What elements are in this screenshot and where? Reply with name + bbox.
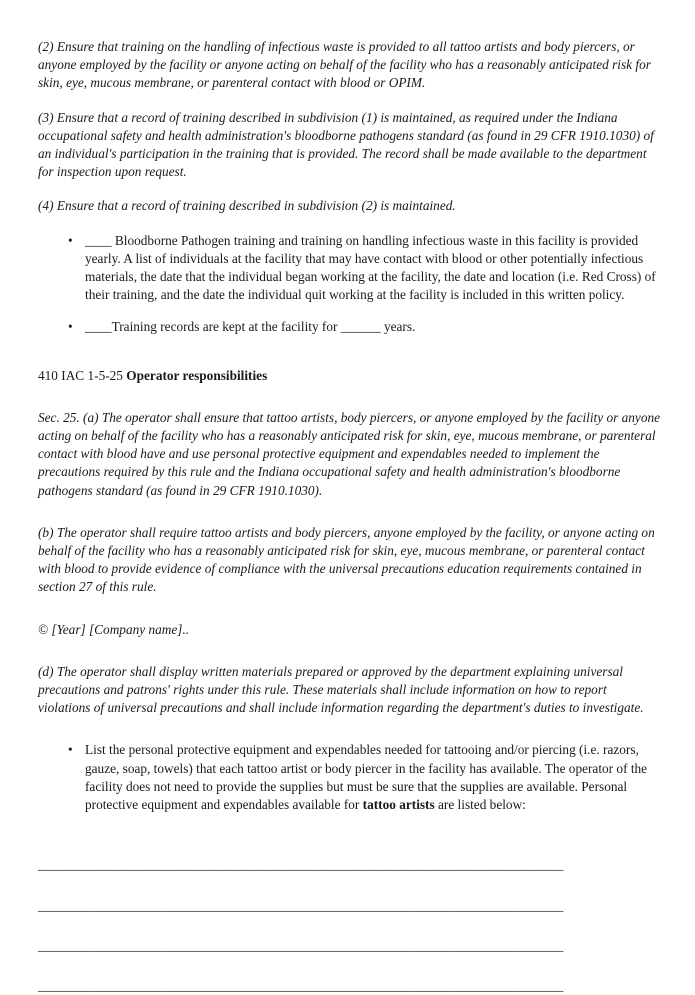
section-heading — [38, 367, 660, 385]
bullet-icon: • — [68, 232, 73, 248]
list-item — [38, 232, 660, 305]
paragraph-subdivision-3: (3) Ensure that a record of training described in subdivision (1) is maintained, as required under the Indiana occupational safety and health administration's bloodborne pathogens standard (as found in 29 CFR 1910.1030) of an individual's participation in the training that is provided. The record shall be made available to the department for inspection upon request. — [38, 109, 654, 180]
paragraph-section-a: Sec. 25. (a) The operator shall ensure that tattoo artists, body piercers, or anyone employed by the facility or anyone acting on behalf of the facility who has a reasonably anticipated risk for skin, eye, mucous membrane, or parenteral contact with blood have and use personal protective equipment and expendables needed to implement the precautions required by this rule and the Indiana occupational safety and health administration's bloodborne pathogens standard (as found in 29 CFR 1910.1030). — [38, 409, 661, 498]
spacer — [38, 875, 660, 897]
list-item — [38, 741, 660, 814]
list-item-text-after-bold: are listed below: — [434, 797, 526, 813]
heading-title: Operator responsibilities — [126, 367, 268, 383]
bullet-list-training — [38, 232, 660, 337]
heading-citation: 410 IAC 1-5-25 — [38, 367, 127, 383]
blank-line: _______________________________________________________________________________ — [38, 937, 564, 953]
list-item-text: ____ Bloodborne Pathogen training and training on handling infectious waste in this facility is provided yearly. A list of individuals at the facility that may have contact with blood or other potentially infectious materials, the date that the individual began working at the facility, the date and location (i.e. Red Cross) of their training, and the date the individual quit working at the facility is included in this written policy. — [85, 232, 656, 303]
blank-line: _______________________________________________________________________________ — [38, 857, 564, 873]
paragraph-section-d: (d) The operator shall display written materials prepared or approved by the department explaining universal precautions and patrons' rights under this rule. These materials shall include information on how to report violations of universal precautions and shall include information regarding the department's duties to investigate. — [38, 663, 644, 716]
paragraph-subdivision-4: (4) Ensure that a record of training described in subdivision (2) is maintained. — [38, 198, 456, 214]
spacer — [38, 830, 660, 856]
bullet-list-ppe — [38, 741, 660, 814]
bullet-icon: • — [68, 319, 73, 335]
copyright-line: © [Year] [Company name].. — [38, 621, 190, 637]
spacer — [38, 353, 660, 367]
spacer — [38, 955, 660, 977]
bullet-icon: • — [68, 742, 73, 758]
spacer — [38, 655, 660, 663]
list-item-text-before-bold: List the personal protective equipment and expendables needed for tattooing and/or piercing (i.e. razors, gauze, soap, towels) that each tattoo artist or body piercer in the facility has available. The operator of the facility does not need to provide the supplies but must be sure that the supplies are available. Personal protective equipment and expendables available for — [85, 742, 648, 813]
paragraph-subdivision-2: (2) Ensure that training on the handling of infectious waste is provided to all tattoo artists and body piercers, or anyone employed by the facility or anyone acting on behalf of the facility who has a reasonably anticipated risk for skin, eye, mucous membrane, or parenteral contact with blood or OPIM. — [38, 39, 651, 91]
spacer — [38, 401, 660, 409]
spacer — [38, 915, 660, 937]
spacer — [38, 733, 660, 741]
spacer — [38, 516, 660, 524]
blank-answer-lines — [38, 856, 660, 995]
paragraph-section-b: (b) The operator shall require tattoo artists and body piercers, anyone employed by the facility, or anyone acting on behalf of the facility who has a reasonably anticipated risk for skin, eye, mucous membrane, or parenteral contact with blood to provide evidence of compliance with the universal precautions education requirements contained in section 27 of this rule. — [38, 524, 655, 595]
spacer — [38, 613, 660, 621]
blank-line: _______________________________________________________________________________ — [38, 977, 564, 993]
list-item-text-bold: tattoo artists — [362, 797, 435, 813]
list-item — [38, 318, 660, 336]
document-body — [38, 38, 660, 995]
list-item-text: ____Training records are kept at the facility for ______ years. — [85, 319, 416, 335]
blank-line: _______________________________________________________________________________ — [38, 897, 564, 913]
